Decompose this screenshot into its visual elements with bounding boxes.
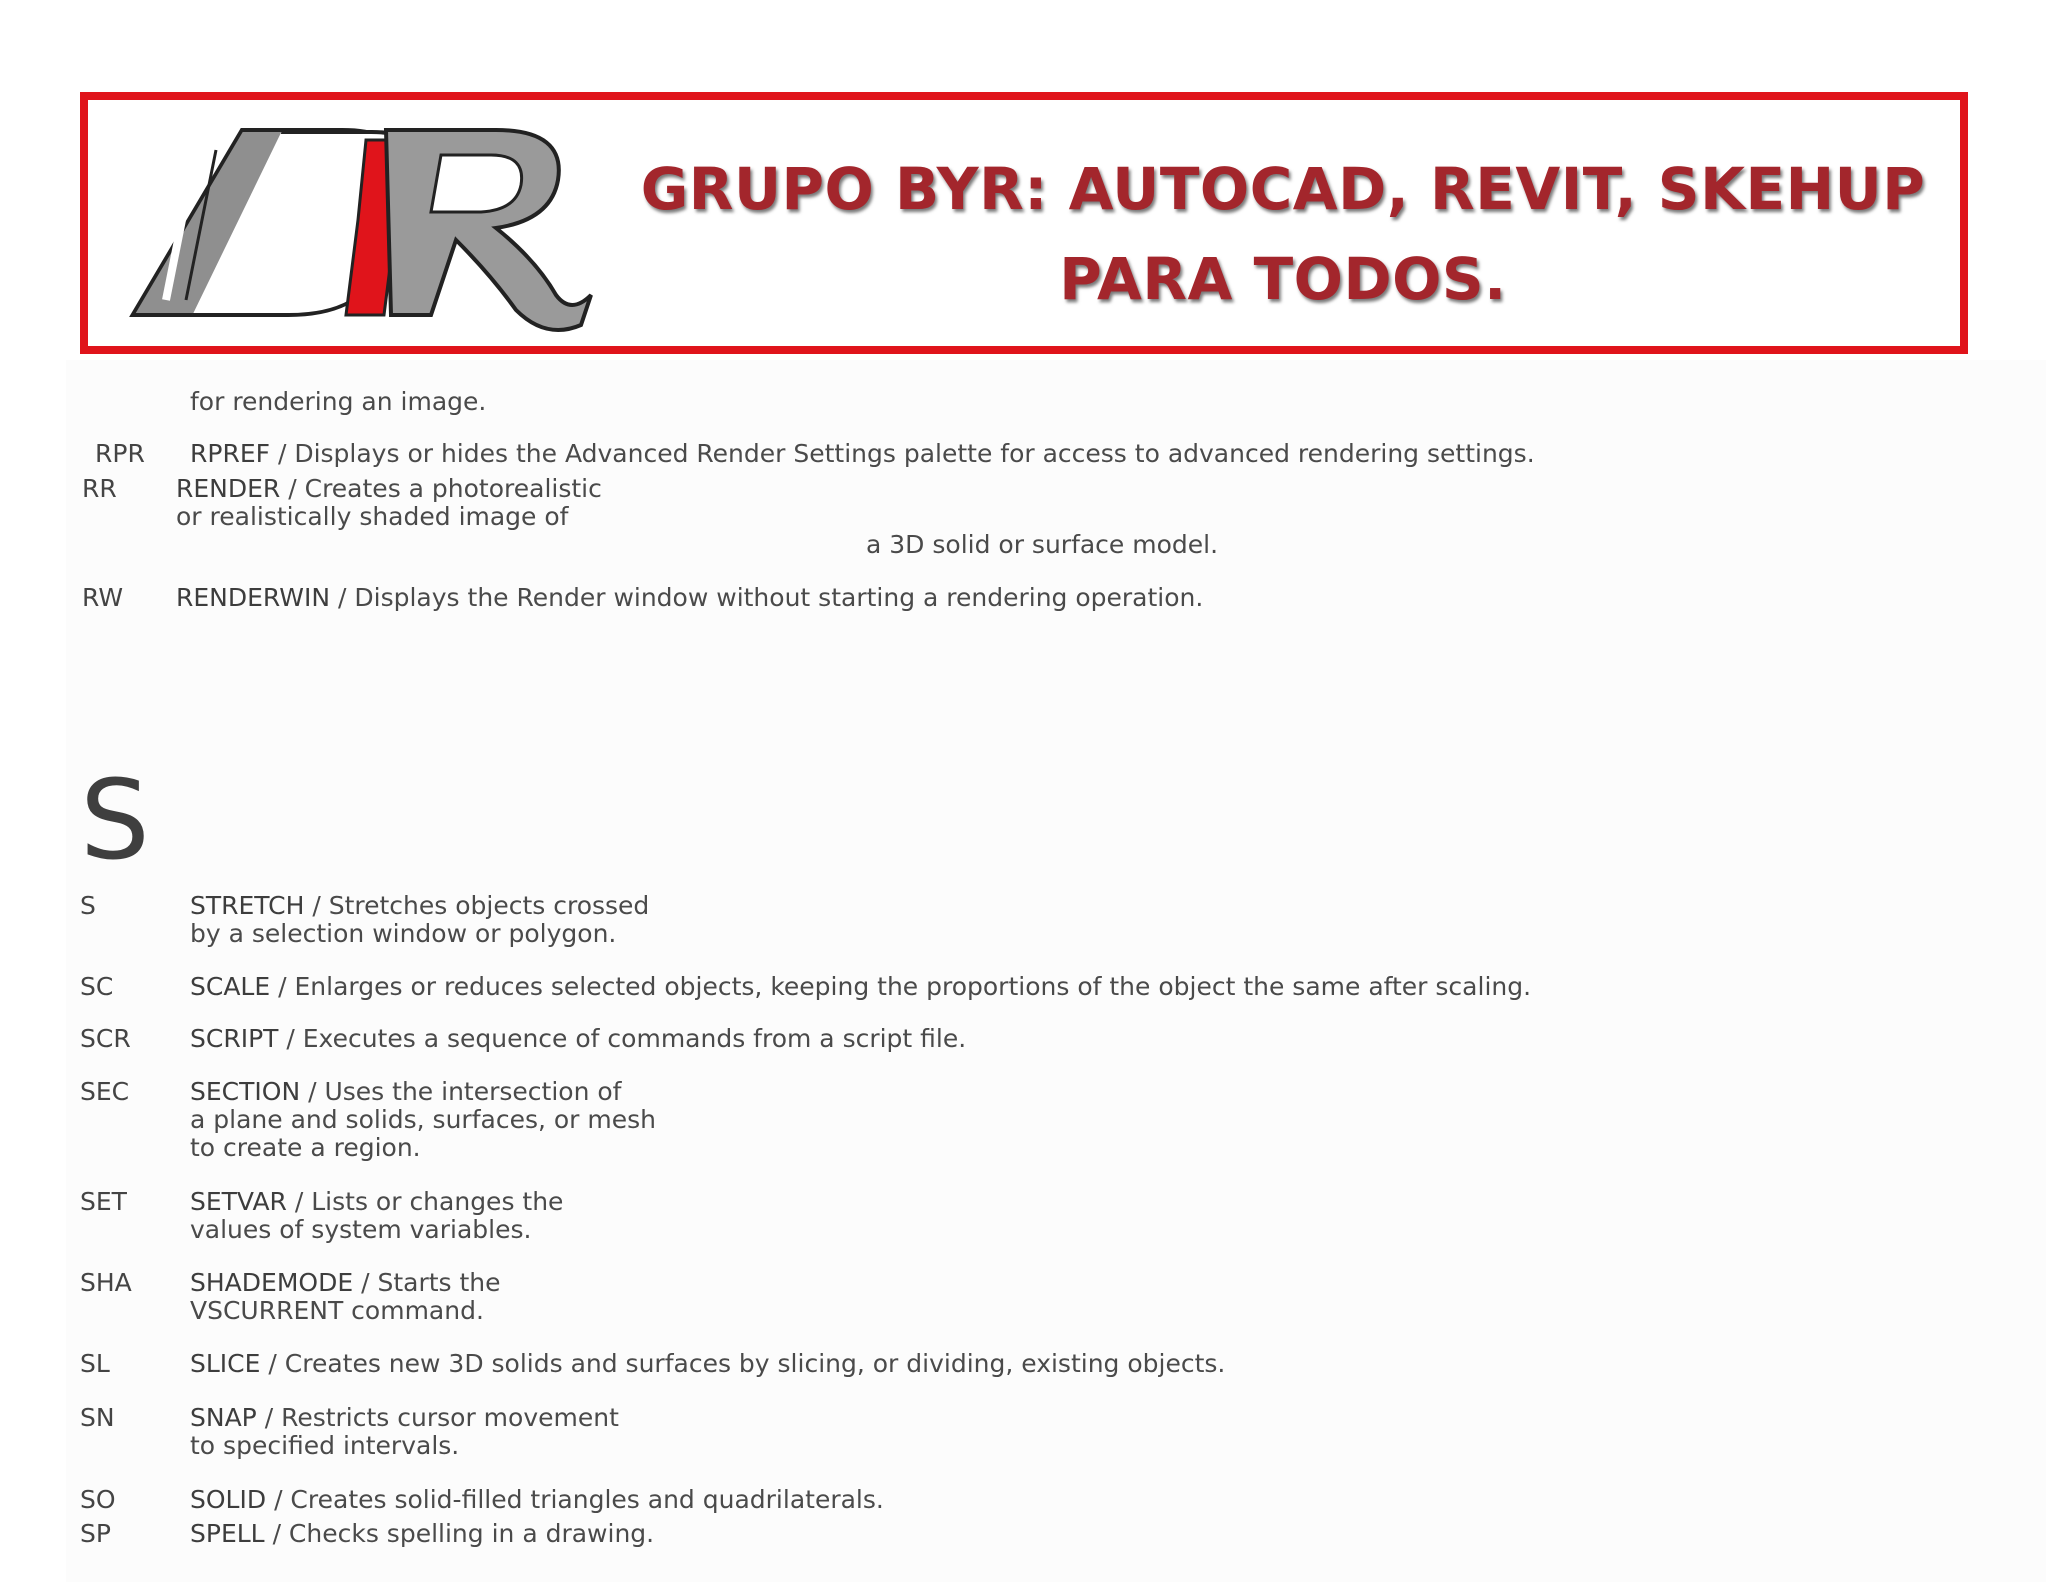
- byr-logo: [96, 110, 596, 340]
- entry-abbr: S: [80, 891, 96, 920]
- entry-line: [190, 1078, 621, 1106]
- entry-abbr-rpr: RPR: [95, 439, 145, 468]
- entry-desc: / Executes a sequence of commands from a script file.: [286, 1024, 967, 1053]
- entry-cmd: STRETCH: [190, 891, 305, 920]
- entry-line: [190, 1486, 884, 1514]
- entry-desc: / Creates new 3D solids and surfaces by slicing, or dividing, existing objects.: [268, 1349, 1226, 1378]
- entry-line: [190, 973, 1531, 1001]
- entry-line: [190, 1188, 563, 1216]
- entry-line: [190, 892, 649, 920]
- entry-cmd: RPREF: [190, 439, 270, 468]
- entry-cmd: SOLID: [190, 1485, 267, 1514]
- entry-cmd: RENDERWIN: [176, 583, 331, 612]
- entry-abbr: SO: [80, 1485, 116, 1514]
- entry-abbr: SP: [80, 1519, 111, 1548]
- entry-desc: / Creates solid-filled triangles and quadrilaterals.: [274, 1485, 884, 1514]
- entry-cmd: SECTION: [190, 1077, 301, 1106]
- entry-abbr-rw: RW: [82, 583, 124, 612]
- entry-rr-line1: [176, 475, 602, 503]
- entry-rr-line2: or realistically shaded image of: [176, 502, 569, 531]
- entry-cmd: SHADEMODE: [190, 1268, 354, 1297]
- entry-desc: / Creates a photorealistic: [288, 474, 602, 503]
- entry-desc: / Stretches objects crossed: [312, 891, 650, 920]
- entry-desc: / Displays or hides the Advanced Render Settings palette for access to advanced rendering settings.: [277, 439, 1535, 468]
- entry-cmd: SCALE: [190, 972, 271, 1001]
- entry-abbr: SET: [80, 1187, 127, 1216]
- entry-desc: / Checks spelling in a drawing.: [272, 1519, 655, 1548]
- entry-desc: / Enlarges or reduces selected objects, keeping the proportions of the object the same after scaling.: [278, 972, 1532, 1001]
- entry-desc: / Restricts cursor movement: [264, 1403, 619, 1432]
- entry-rpr: [190, 440, 1535, 468]
- entry-cmd: SPELL: [190, 1519, 265, 1548]
- entry-desc: / Displays the Render window without starting a rendering operation.: [338, 583, 1204, 612]
- banner-title: [628, 144, 1938, 324]
- entry-cmd: SETVAR: [190, 1187, 287, 1216]
- banner-title-line2: PARA TODOS.: [1059, 245, 1507, 313]
- entry-abbr-rr: RR: [82, 474, 117, 503]
- entry-abbr: SCR: [80, 1024, 131, 1053]
- header-banner: [80, 92, 1968, 354]
- entry-desc: / Lists or changes the: [294, 1187, 564, 1216]
- entry-abbr: SC: [80, 972, 114, 1001]
- entry-abbr: SEC: [80, 1077, 130, 1106]
- entry-line: [190, 1520, 654, 1548]
- entry-line: to create a region.: [190, 1133, 421, 1162]
- entry-line: [190, 1350, 1225, 1378]
- entry-desc: / Starts the: [361, 1268, 501, 1297]
- entry-cmd: RENDER: [176, 474, 281, 503]
- entry-desc: / Uses the intersection of: [308, 1077, 622, 1106]
- banner-title-line1: GRUPO BYR: AUTOCAD, REVIT, SKEHUP: [640, 155, 1926, 223]
- section-heading: S: [80, 756, 150, 884]
- entry-rw: [176, 584, 1203, 612]
- entry-abbr: SN: [80, 1403, 115, 1432]
- entry-line: a plane and solids, surfaces, or mesh: [190, 1105, 656, 1134]
- entry-line: by a selection window or polygon.: [190, 919, 617, 948]
- entry-rr-line3: a 3D solid or surface model.: [866, 530, 1219, 559]
- entry-abbr: SL: [80, 1349, 110, 1378]
- entry-line: values of system variables.: [190, 1215, 532, 1244]
- entry-line: to specified intervals.: [190, 1431, 460, 1460]
- entry-line: VSCURRENT command.: [190, 1296, 484, 1325]
- entry-line: [190, 1269, 501, 1297]
- entry-line: [190, 1404, 619, 1432]
- entry-cmd: SLICE: [190, 1349, 261, 1378]
- entry-abbr: SHA: [80, 1268, 132, 1297]
- entry-cmd: SCRIPT: [190, 1024, 279, 1053]
- continuation-text: for rendering an image.: [190, 387, 487, 416]
- entry-cmd: SNAP: [190, 1403, 257, 1432]
- entry-line: [190, 1025, 966, 1053]
